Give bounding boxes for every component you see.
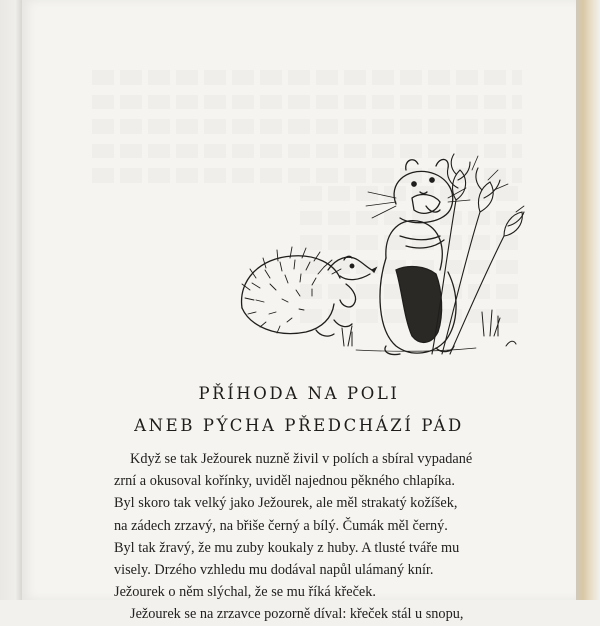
book-gutter-left — [0, 0, 22, 600]
text-line: Když se tak Ježourek nuzně živil v polích a sbíral vypadané — [130, 451, 473, 467]
text-line: Ježourek se na zrzavce pozorně díval: křeček stál u snopu, — [130, 606, 464, 623]
text-line: Ježourek o něm slýchal, že se mu říká křeček. — [114, 584, 377, 601]
page-edges-right — [576, 0, 600, 600]
chapter-title: PŘÍHODA NA POLI — [198, 384, 400, 403]
text-line: zrní a okusoval kořínky, uviděl najednou pěkného chlapíka. — [114, 473, 455, 490]
text-line: visely. Drzého vzhledu mu dodával napůl ulámaný knír. — [114, 561, 434, 578]
body-text — [114, 448, 504, 626]
text-line: na zádech zrzavý, na břiše černý a bílý. Čumák měl černý. — [114, 517, 448, 534]
wheat-stalks-drawing — [432, 154, 524, 354]
text-line: Byl skoro tak velký jako Ježourek, ale měl strakatý kožíšek, — [114, 495, 458, 512]
hedgehog-drawing — [242, 247, 376, 336]
text-line: Byl tak žravý, že mu zuby koukaly z huby. A tlusté tváře mu — [114, 539, 460, 556]
hamster-drawing — [366, 159, 470, 354]
hedgehog-hamster-illustration — [236, 140, 526, 362]
chapter-subtitle: ANEB PÝCHA PŘEDCHÁZÍ PÁD — [134, 416, 464, 435]
